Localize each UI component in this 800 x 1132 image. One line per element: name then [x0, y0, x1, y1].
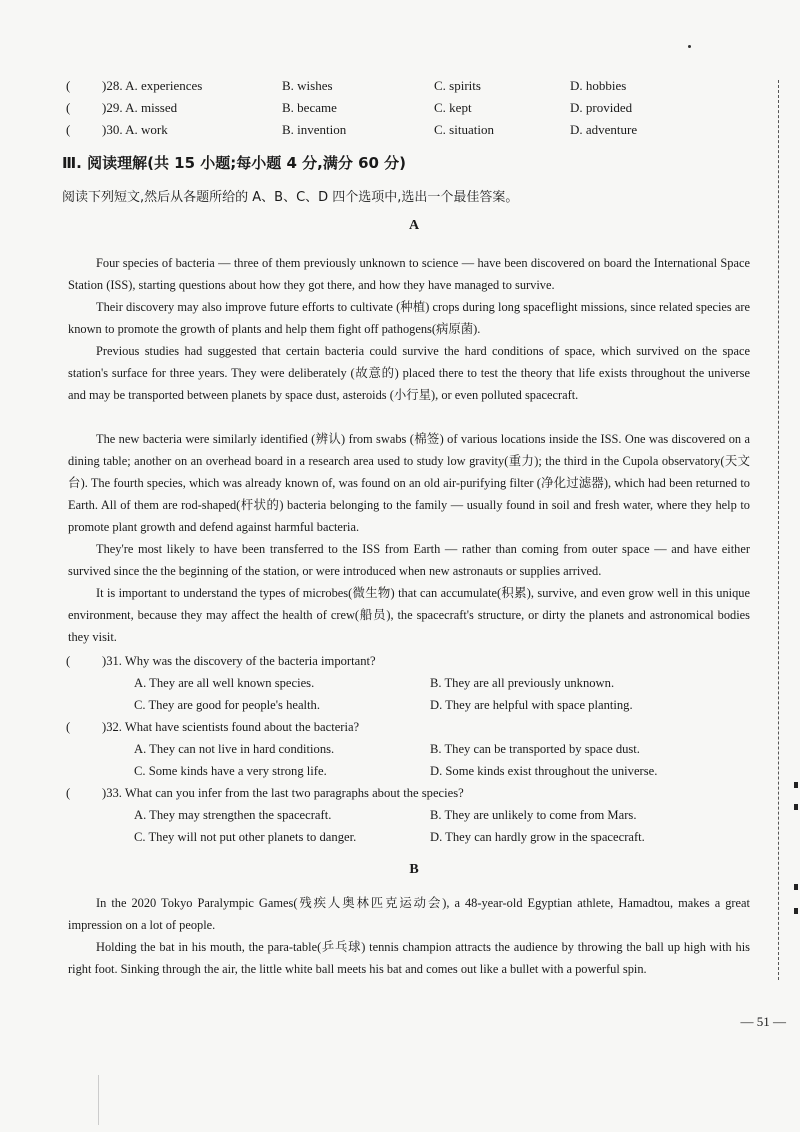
option-a: )29. A. missed: [102, 100, 178, 115]
option-row-28: [66, 78, 706, 100]
answer-paren: (: [66, 122, 71, 137]
binding-margin-line: [778, 80, 779, 980]
page-number: — 51 —: [740, 1014, 786, 1029]
option-d: D. adventure: [570, 122, 638, 137]
q31-option-b: B. They are all previously unknown.: [430, 676, 615, 690]
passage-a-paragraph: Their discovery may also improve future efforts to cultivate (种植) crops during long spaceflight missions, since related species are known to promote the growth of plants and help them fight off pathogens(病原菌).: [68, 300, 750, 336]
q32-option-b: B. They can be transported by space dust.: [430, 742, 640, 756]
passage-a-paragraph: It is important to understand the types of microbes(微生物) that can accumulate(积累), survive, and even grow well in this unique environment, because they may affect the health of crew(船员), the spacecraft's structure, or dirty the planets and astronomical bodies they visit.: [68, 586, 750, 644]
option-d: D. provided: [570, 100, 633, 115]
q31-option-c: C. They are good for people's health.: [134, 698, 320, 712]
passage-b-paragraph: Holding the bat in his mouth, the para-table(乒乓球) tennis champion attracts the audience by throwing the ball up high with his right foot. Sinking through the air, the little white ball meets his bat and comes out like a bullet with a powerful spin.: [68, 940, 750, 976]
passage-b-paragraph: In the 2020 Tokyo Paralympic Games(残疾人奥林匹克运动会), a 48-year-old Egyptian athlete, Hamadtou, makes a great impression on a lot of people.: [68, 896, 750, 932]
option-b: B. invention: [282, 122, 347, 137]
passage-b-label: B: [409, 862, 419, 877]
option-b: B. became: [282, 100, 337, 115]
passage-a-paragraph: Previous studies had suggested that certain bacteria could survive the hard conditions of space, which survived on the space station's surface for three years. They were deliberately (故意的) placed there to test the theory that life exists throughout the universe and may be transported between planets by space dust, asteroids (小行星), or even polluted spacecraft.: [68, 344, 750, 402]
option-a: )30. A. work: [102, 122, 168, 137]
option-a: )28. A. experiences: [102, 78, 203, 93]
q32-option-c: C. Some kinds have a very strong life.: [134, 764, 327, 778]
edge-mark: [794, 908, 798, 914]
option-c: C. kept: [434, 100, 472, 115]
q31-option-d: D. They are helpful with space planting.: [430, 698, 633, 712]
instruction: 阅读下列短文,然后从各题所给的 A、B、C、D 四个选项中,选出一个最佳答案。: [62, 190, 519, 205]
q31-option-a: A. They are all well known species.: [134, 676, 315, 690]
edge-mark: [794, 884, 798, 890]
q33-option-c: C. They will not put other planets to danger.: [134, 830, 357, 844]
answer-paren: (: [66, 654, 71, 668]
section-title: Ⅲ. 阅读理解(共 15 小题;每小题 4 分,满分 60 分): [62, 154, 407, 172]
q33-option-d: D. They can hardly grow in the spacecraft.: [430, 830, 645, 844]
q32-option-d: D. Some kinds exist throughout the universe.: [430, 764, 658, 778]
answer-paren: (: [66, 786, 71, 800]
question-stem: )32. What have scientists found about the bacteria?: [102, 720, 360, 734]
option-b: B. wishes: [282, 78, 333, 93]
question-stem: )31. Why was the discovery of the bacteria important?: [102, 654, 376, 668]
passage-a-paragraph: They're most likely to have been transferred to the ISS from Earth — rather than coming from outer space — and have either survived since the the beginning of the station, or were introduced when new astronauts or supplies arrived.: [68, 542, 750, 578]
q33-option-b: B. They are unlikely to come from Mars.: [430, 808, 637, 822]
option-row-29: [66, 100, 706, 122]
answer-paren: (: [66, 100, 71, 115]
option-c: C. situation: [434, 122, 494, 137]
answer-paren: (: [66, 720, 71, 734]
question-stem: )33. What can you infer from the last two paragraphs about the species?: [102, 786, 464, 800]
answer-paren: (: [66, 78, 71, 93]
passage-a-label: A: [408, 218, 420, 233]
option-c: C. spirits: [434, 78, 481, 93]
scan-edge-line: [98, 1075, 99, 1125]
speck: [688, 45, 691, 48]
option-d: D. hobbies: [570, 78, 627, 93]
q33-option-a: A. They may strengthen the spacecraft.: [134, 808, 332, 822]
edge-mark: [794, 804, 798, 810]
passage-a-paragraph: Four species of bacteria — three of them previously unknown to science — have been discovered on board the International Space Station (ISS), starting questions about how they got there, and how they have managed to survive.: [68, 256, 750, 292]
option-row-30: [66, 122, 706, 144]
edge-mark: [794, 782, 798, 788]
q32-option-a: A. They can not live in hard conditions.: [134, 742, 335, 756]
passage-a-paragraph: The new bacteria were similarly identified (辨认) from swabs (棉签) of various locations inside the ISS. One was discovered on a dining table; another on an overhead board in a research area used to study low gravity(重力); the third in the Cupola observatory(天文台). The fourth species, which was already known of, was found on an old air-purifying filter (净化过滤器), which had been returned to Earth. All of them are rod-shaped(杆状的) bacteria belonging to the family — usually found in soil and fresh water, where they help to promote plant growth and defend against harmful bacteria.: [68, 432, 750, 534]
